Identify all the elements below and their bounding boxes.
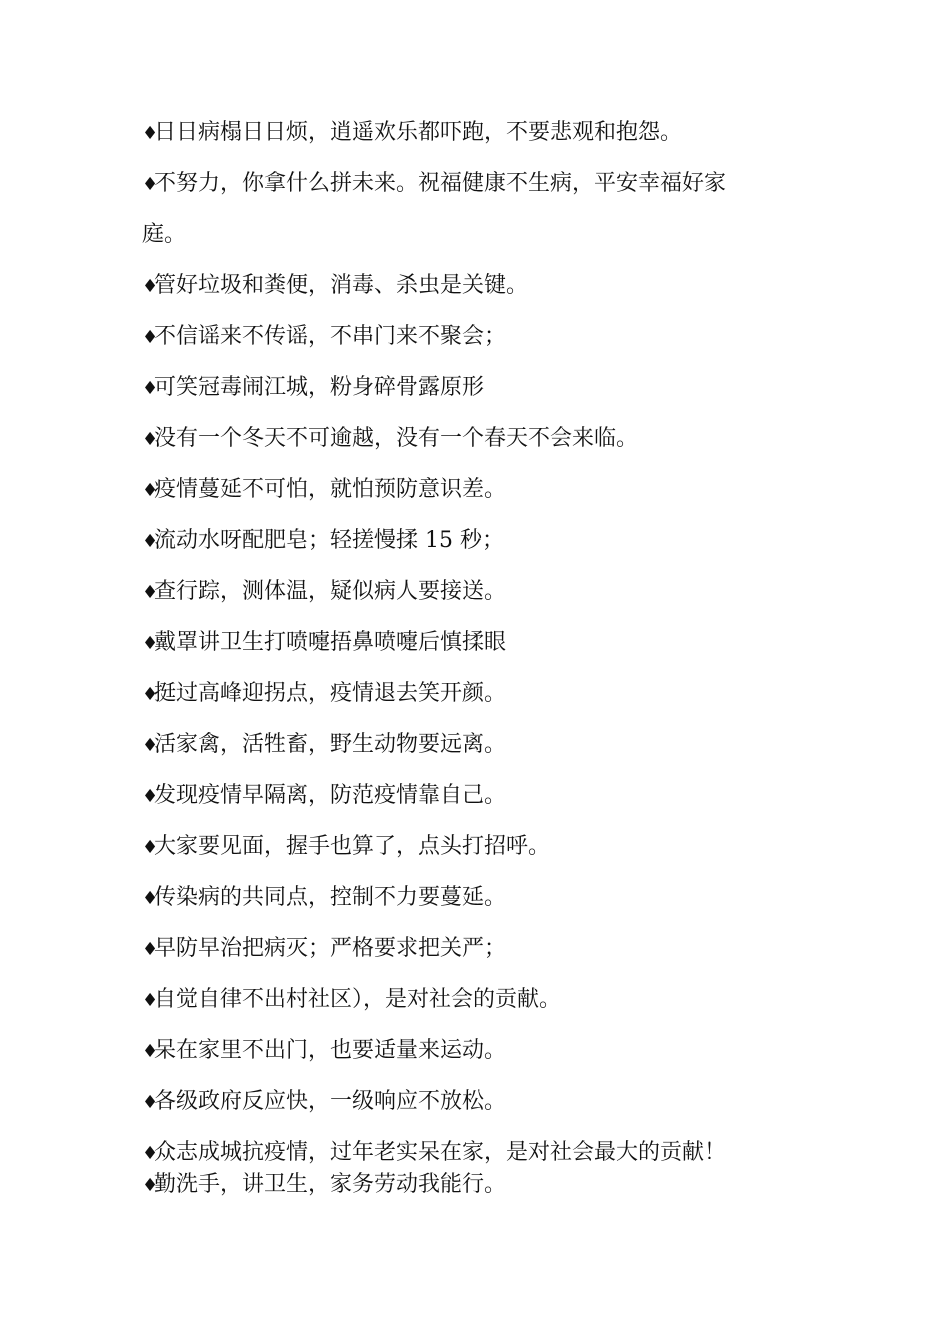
diamond-bullet-icon: ♦	[142, 531, 159, 552]
diamond-bullet-icon: ♦	[142, 1041, 159, 1062]
diamond-bullet-icon: ♦	[142, 174, 159, 195]
diamond-bullet-icon: ♦	[142, 684, 159, 705]
diamond-bullet-icon: ♦	[142, 429, 159, 450]
line-text: 不努力，你拿什么拼未来。祝福健康不生病，平安幸福好家	[154, 171, 727, 196]
diamond-bullet-icon: ♦	[142, 378, 159, 399]
line-text: 活家禽，活牲畜，野生动物要远离。	[154, 732, 507, 757]
line-text: 不信谣来不传谣，不串门来不聚会；	[154, 324, 507, 349]
line-text: 众志成城抗疫情，过年老实呆在家，是对社会最大的贡献！	[154, 1140, 727, 1165]
document-line	[142, 981, 822, 1032]
line-text: 勤洗手，讲卫生，家务劳动我能行。	[154, 1172, 507, 1197]
diamond-bullet-icon: ♦	[142, 1175, 159, 1196]
document-line	[142, 726, 822, 777]
document-line	[142, 420, 822, 471]
document-line	[142, 114, 822, 165]
line-text: 管好垃圾和粪便，消毒、杀虫是关键。	[154, 273, 529, 298]
document-body	[142, 114, 822, 1217]
line-text: 日日病榻日日烦，逍遥欢乐都吓跑，不要悲观和抱怨。	[154, 120, 683, 145]
document-line	[142, 777, 822, 828]
line-text: 自觉自律不出村社区），是对社会的贡献。	[154, 987, 562, 1012]
document-line	[142, 879, 822, 930]
line-text: 呆在家里不出门，也要适量来运动。	[154, 1038, 507, 1063]
document-line	[142, 930, 822, 981]
line-text: 戴罩讲卫生打喷嚏捂鼻喷嚏后慎揉眼	[154, 630, 507, 655]
line-text: 发现疫情早隔离，防范疫情靠自己。	[154, 783, 507, 808]
document-line	[142, 165, 822, 216]
line-text: 庭。	[142, 222, 187, 247]
document-line	[142, 675, 822, 726]
document-line	[142, 216, 822, 267]
line-text: 流动水呀配肥皂；轻搓慢揉 15 秒；	[154, 528, 504, 553]
diamond-bullet-icon: ♦	[142, 735, 159, 756]
document-line	[142, 522, 822, 573]
document-line	[142, 1032, 822, 1083]
line-text: 挺过高峰迎拐点，疫情退去笑开颜。	[154, 681, 507, 706]
diamond-bullet-icon: ♦	[142, 939, 159, 960]
line-text: 大家要见面，握手也算了，点头打招呼。	[154, 834, 551, 859]
diamond-bullet-icon: ♦	[142, 786, 159, 807]
diamond-bullet-icon: ♦	[142, 1143, 159, 1164]
diamond-bullet-icon: ♦	[142, 123, 159, 144]
document-line	[142, 828, 822, 879]
line-text: 各级政府反应快，一级响应不放松。	[154, 1089, 507, 1114]
line-text: 可笑冠毒闹江城，粉身碎骨露原形	[154, 375, 485, 400]
document-line	[142, 369, 822, 420]
line-text: 查行踪，测体温，疑似病人要接送。	[154, 579, 507, 604]
diamond-bullet-icon: ♦	[142, 990, 159, 1011]
document-line	[142, 573, 822, 624]
line-text: 早防早治把病灭；严格要求把关严；	[154, 936, 507, 961]
line-text: 疫情蔓延不可怕，就怕预防意识差。	[154, 477, 507, 502]
diamond-bullet-icon: ♦	[142, 327, 159, 348]
document-line	[142, 1166, 822, 1217]
diamond-bullet-icon: ♦	[142, 480, 159, 501]
document-line	[142, 471, 822, 522]
line-text: 传染病的共同点，控制不力要蔓延。	[154, 885, 507, 910]
diamond-bullet-icon: ♦	[142, 837, 159, 858]
diamond-bullet-icon: ♦	[142, 888, 159, 909]
diamond-bullet-icon: ♦	[142, 582, 159, 603]
document-line	[142, 624, 822, 675]
diamond-bullet-icon: ♦	[142, 276, 159, 297]
diamond-bullet-icon: ♦	[142, 1092, 159, 1113]
diamond-bullet-icon: ♦	[142, 633, 159, 654]
document-line	[142, 1134, 822, 1166]
line-text: 没有一个冬天不可逾越，没有一个春天不会来临。	[154, 426, 639, 451]
document-line	[142, 1083, 822, 1134]
document-line	[142, 267, 822, 318]
document-line	[142, 318, 822, 369]
